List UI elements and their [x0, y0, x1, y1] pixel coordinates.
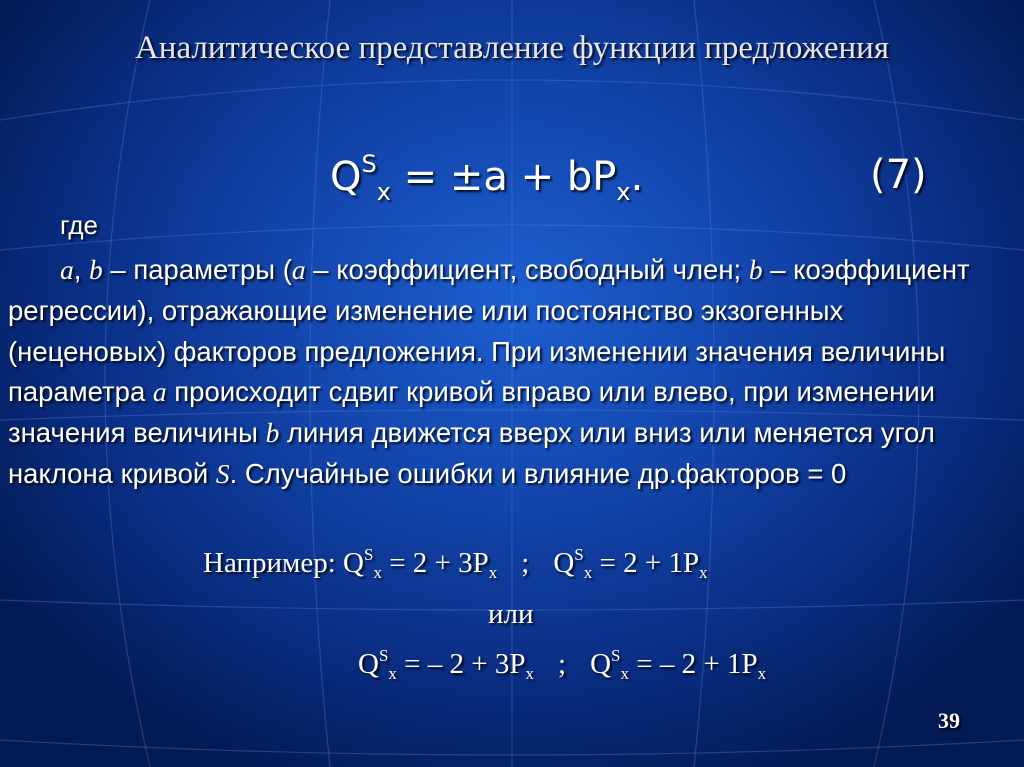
example-line-2: [358, 646, 1024, 684]
body-text-5: линия движется вверх или вниз или меняется угол наклона кривой: [8, 417, 935, 489]
example-separator: ;: [558, 648, 567, 680]
example-sub: x: [620, 664, 629, 683]
page-number: 39: [938, 708, 960, 733]
example-sub: x: [699, 563, 708, 582]
example-sub: x: [388, 664, 397, 683]
body-comma: ,: [73, 254, 90, 285]
example-sup: S: [574, 545, 584, 564]
example-formula-2: = 2 + 1P: [592, 547, 700, 579]
example-sup: S: [611, 646, 621, 665]
example-sub: x: [488, 563, 498, 582]
slide-title: Аналитическое представление функции предложения: [134, 30, 890, 66]
body-text-6: . Случайные ошибки и влияние др.факторов = 0: [229, 457, 847, 489]
body-paragraph: [8, 250, 1008, 495]
param-a-2: a: [291, 254, 306, 285]
formula-px-sub: x: [616, 178, 631, 206]
body-text-2: – коэффициент, свободный член;: [305, 254, 749, 285]
formula-number: (7): [870, 152, 927, 198]
formula-sup: S: [361, 150, 377, 178]
example-line-1: [203, 545, 1024, 583]
example-or: или: [488, 598, 534, 630]
body-text-1: – параметры (: [102, 254, 292, 285]
body-text-3: – коэффициент регрессии), отражающие изменение или постоянство экзогенных (неценовых) факторов предложения. При изменении значения величины параметра: [8, 254, 970, 408]
example-q: Q: [590, 648, 612, 680]
example-q: Q: [343, 547, 364, 579]
param-a-3: a: [152, 376, 167, 408]
example-separator: ;: [521, 547, 530, 579]
formula-q: Q: [330, 154, 362, 200]
param-b: b: [89, 254, 103, 285]
example-sup: S: [363, 545, 374, 564]
example-formula-3: = – 2 + 3P: [396, 648, 526, 680]
where-label: где: [60, 210, 98, 240]
param-b-2: b: [748, 254, 763, 285]
body-text-4: происходит сдвиг кривой вправо или влево, при изменении значения величины: [8, 376, 936, 449]
example-formula-1: = 2 + 3P: [381, 547, 489, 579]
example-q: Q: [358, 648, 379, 680]
example-q: Q: [553, 547, 575, 579]
example-sub: x: [583, 563, 593, 582]
formula-sub: x: [376, 178, 391, 206]
example-sub: x: [373, 563, 382, 582]
example-label: Например:: [203, 547, 336, 579]
example-formula-4: = – 2 + 1P: [629, 648, 758, 680]
param-a: a: [60, 254, 74, 285]
formula-end: .: [630, 154, 644, 200]
example-sup: S: [378, 646, 389, 665]
example-sub: x: [757, 664, 767, 683]
param-s: S: [215, 457, 230, 489]
param-b-3: b: [265, 417, 280, 449]
example-sub: x: [525, 664, 535, 683]
main-formula: [330, 150, 643, 206]
formula-body: = ±a + bP: [390, 154, 617, 200]
